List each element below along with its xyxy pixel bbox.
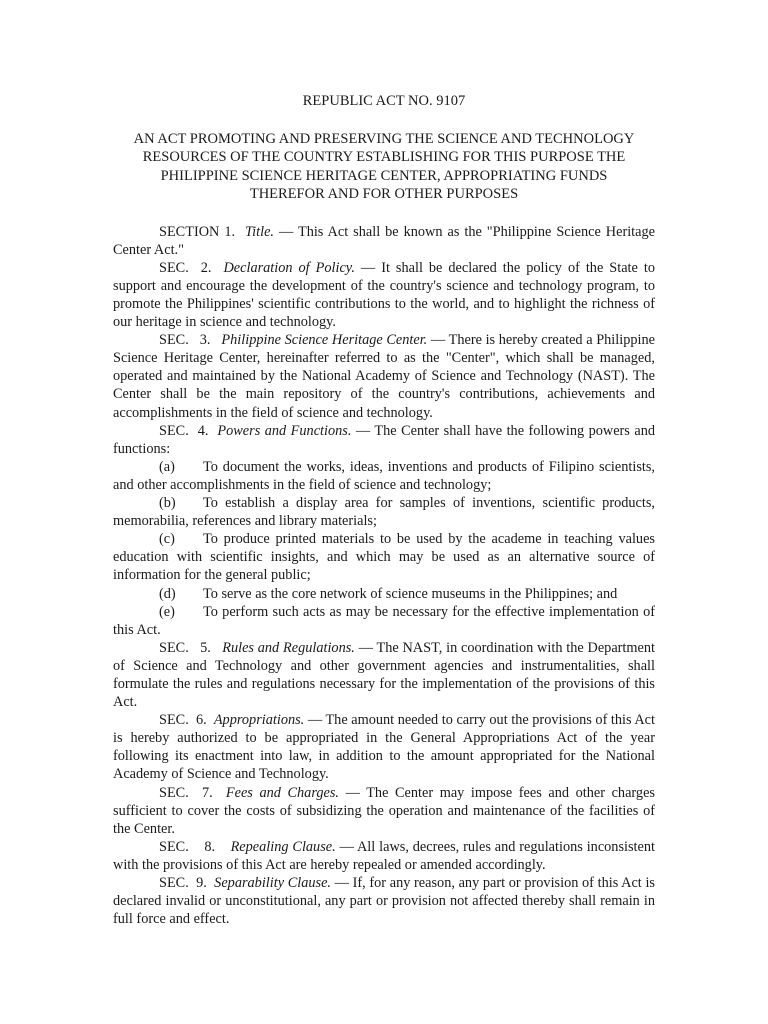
list-item bbox=[113, 530, 655, 584]
section-heading: Separability Clause. bbox=[214, 875, 332, 891]
list-item-text: To perform such acts as may be necessary for the effective implementation of this Act. bbox=[113, 603, 655, 638]
section-9 bbox=[113, 874, 655, 928]
list-item-text: To document the works, ideas, inventions and products of Filipino scientists, and other accomplishments in the field of science and technology; bbox=[113, 458, 655, 493]
list-item-text: To establish a display area for samples of inventions, scientific products, memorabilia, references and library materials; bbox=[113, 495, 655, 530]
section-heading: Appropriations. bbox=[213, 712, 305, 729]
section-label: SEC. 9. bbox=[159, 875, 215, 891]
act-body bbox=[113, 223, 655, 929]
section-heading: Powers and Functions. bbox=[217, 422, 352, 439]
act-title-line: PHILIPPINE SCIENCE HERITAGE CENTER, APPROPRIATING FUNDS bbox=[160, 167, 608, 184]
section-heading: Rules and Regulations. bbox=[222, 639, 355, 656]
section-heading: Philippine Science Heritage Center. bbox=[221, 332, 428, 349]
section-heading: Fees and Charges. bbox=[225, 784, 339, 801]
list-item bbox=[113, 585, 655, 603]
section-text: — The Center shall have the following powers and functions: bbox=[113, 422, 655, 457]
act-title-line: THEREFOR AND FOR OTHER PURPOSES bbox=[249, 186, 519, 203]
list-item-text: To serve as the core network of science museums in the Philippines; and bbox=[203, 585, 618, 602]
section-label: SEC. 5. bbox=[159, 639, 223, 656]
section-label: SEC. 8. bbox=[159, 838, 231, 855]
section-4 bbox=[113, 422, 655, 458]
section-8 bbox=[113, 838, 655, 874]
act-title bbox=[113, 130, 655, 204]
section-5 bbox=[113, 639, 655, 711]
list-item-letter: (a) bbox=[159, 458, 175, 475]
list-item-text: To produce printed materials to be used by the academe in teaching values education with scientific insights, and which may be used as an alternative source of information for the general public; bbox=[113, 531, 655, 584]
list-item bbox=[113, 494, 655, 530]
act-title-line: AN ACT PROMOTING AND PRESERVING THE SCIENCE AND TECHNOLOGY bbox=[133, 131, 635, 147]
section-heading: Title. bbox=[244, 223, 274, 240]
list-item-letter: (b) bbox=[159, 495, 176, 512]
list-item-letter: (c) bbox=[159, 531, 175, 548]
section-heading: Declaration of Policy. bbox=[223, 259, 355, 276]
section-label: SEC. 7. bbox=[159, 784, 226, 801]
list-item-letter: (e) bbox=[159, 603, 175, 620]
list-item-letter: (d) bbox=[159, 585, 176, 602]
section-text: — The amount needed to carry out the provisions of this Act is hereby authorized to be appropriated in the General Appropriations Act of the year following its enactment into law, in addition to the amount appropriated for the National Academy of Science and Technology. bbox=[113, 712, 655, 783]
section-label: SEC. 6. bbox=[159, 712, 214, 729]
section-label: SECTION 1. bbox=[159, 223, 245, 240]
section-label: SEC. 3. bbox=[159, 332, 222, 349]
section-3 bbox=[113, 331, 655, 421]
section-text: — The Center may impose fees and other charges sufficient to cover the costs of subsidizing the operation and maintenance of the facilities of the Center. bbox=[113, 784, 655, 837]
section-1 bbox=[113, 223, 655, 259]
section-text: — The NAST, in coordination with the Department of Science and Technology and other government agencies and instrumentalities, shall formulate the rules and regulations necessary for the implementation of the provisions of this Act. bbox=[113, 639, 655, 711]
act-number: REPUBLIC ACT NO. 9107 bbox=[302, 93, 466, 109]
list-item bbox=[113, 458, 655, 494]
section-label: SEC. 4. bbox=[159, 422, 218, 439]
act-title-line: RESOURCES OF THE COUNTRY ESTABLISHING FOR THIS PURPOSE THE bbox=[142, 149, 626, 166]
section-text: — There is hereby created a Philippine Science Heritage Center, hereinafter referred to as the "Center", which shall be managed, operated and maintained by the National Academy of Science and Technology (NAST). The Center shall be the main repository of the country's contributions, achievements and accomplishments in the field of science and technology. bbox=[113, 332, 655, 421]
section-7 bbox=[113, 784, 655, 838]
section-text: — All laws, decrees, rules and regulations inconsistent with the provisions of this Act are hereby repealed or amended accordingly. bbox=[113, 838, 655, 873]
section-2 bbox=[113, 259, 655, 331]
list-item bbox=[113, 603, 655, 639]
section-text: — This Act shall be known as the "Philippine Science Heritage Center Act." bbox=[113, 223, 655, 258]
section-heading: Repealing Clause. bbox=[230, 838, 336, 855]
section-label: SEC. 2. bbox=[159, 259, 224, 276]
section-6 bbox=[113, 711, 655, 783]
section-text: — It shall be declared the policy of the State to support and encourage the development of the country's science and technology program, to promote the Philippines' scientific contributions to the world, and to highlight the richness of our heritage in science and technology. bbox=[113, 259, 655, 331]
section-text: — If, for any reason, any part or provision of this Act is declared invalid or unconstitutional, any part or provision not affected thereby shall remain in full force and effect. bbox=[113, 875, 655, 928]
